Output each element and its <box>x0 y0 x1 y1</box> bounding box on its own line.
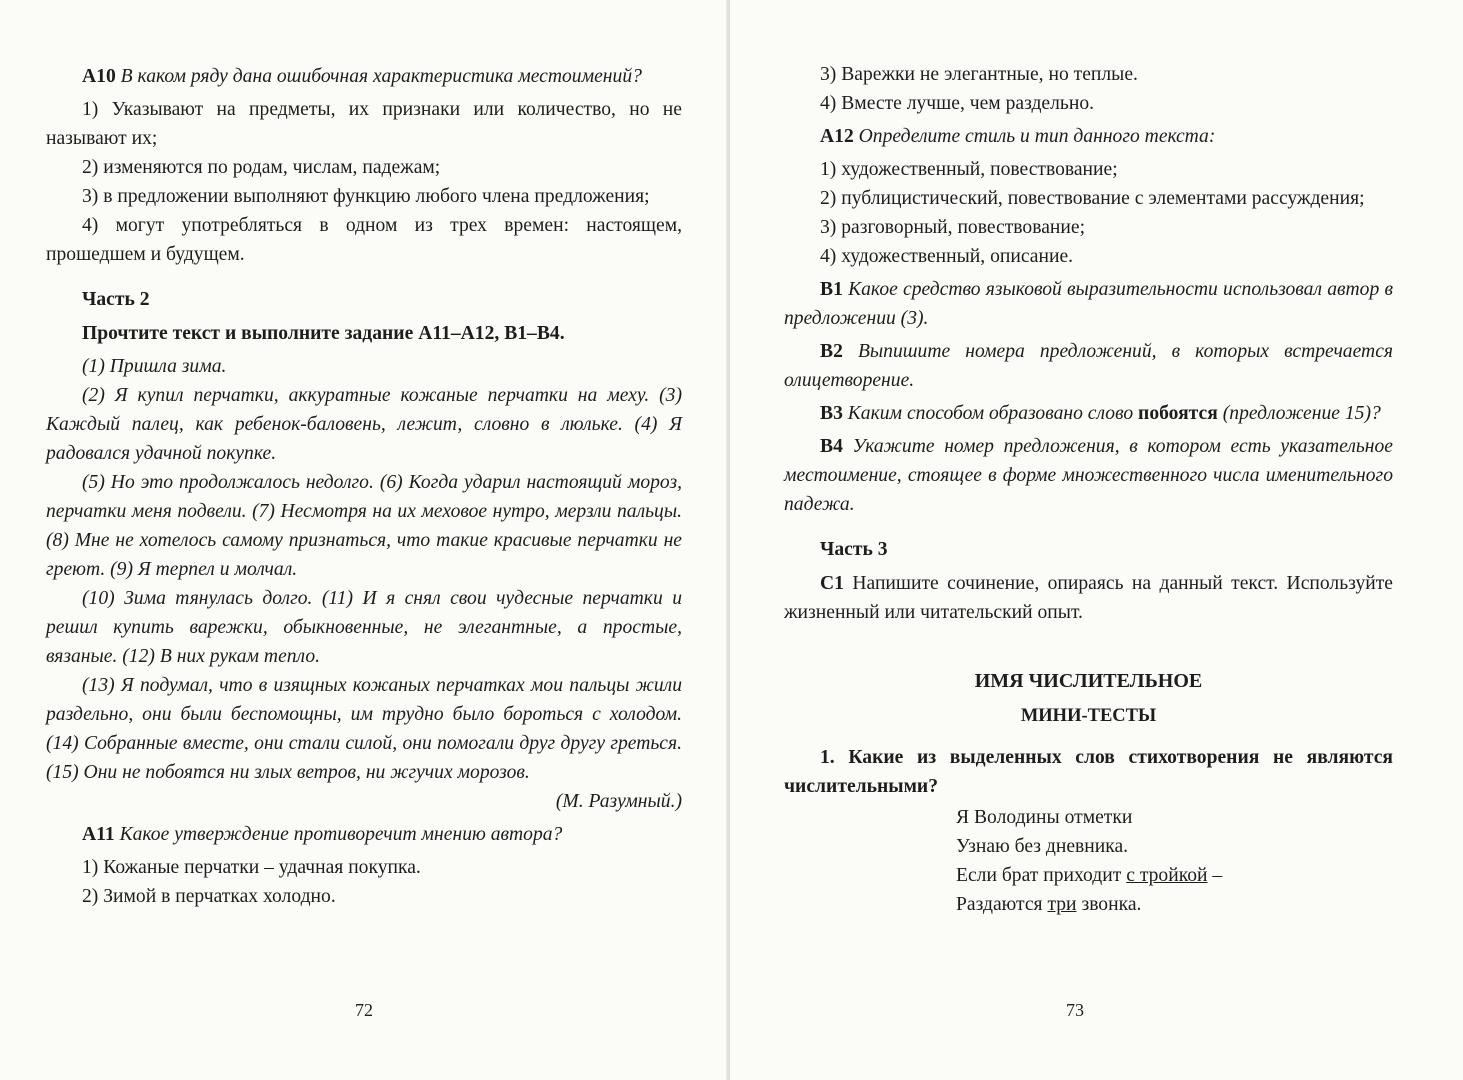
left-page <box>0 0 730 1080</box>
answer-option: 3) разговорный, повествование; <box>820 217 1086 238</box>
answer-option: 2) Зимой в перчатках холодно. <box>82 886 336 907</box>
part-title: Часть 2 <box>82 289 150 310</box>
question-text-end: (предложение 15)? <box>1222 403 1381 424</box>
question-text: Выпишите номера предложений, в которых встречается олицетворение. <box>784 341 1393 391</box>
answer-option: 1) Указывают на предметы, их признаки или количество, но не называют их; <box>46 99 682 149</box>
answer-option: 1) Кожаные перчатки – удачная покупка. <box>82 857 421 878</box>
part-title: Часть 3 <box>820 539 888 560</box>
text-paragraph: (2) Я купил перчатки, аккуратные кожаные перчатки на меху. (3) Каждый палец, как ребенок-баловень, лежит, словно в люльке. (4) Я радовался удачной покупке. <box>46 385 682 464</box>
question-text: Каким способом образовано слово <box>847 403 1134 424</box>
answer-option: 4) Вместе лучше, чем раздельно. <box>820 93 1095 114</box>
question-text: Какое утверждение противоречит мнению автора? <box>119 824 563 845</box>
answer-option: 2) изменяются по родам, числам, падежам; <box>82 157 441 178</box>
poem-line: Я Володины отметки <box>956 807 1133 828</box>
right-page <box>730 0 1463 1080</box>
question-label: А10 <box>82 66 116 87</box>
question-label: А11 <box>82 824 115 845</box>
poem-line <box>956 861 1393 890</box>
question-label: В1 <box>820 279 843 300</box>
question-b4 <box>784 432 1393 519</box>
text-paragraph: (10) Зима тянулась долго. (11) И я снял свои чудесные перчатки и решил купить варежки, обыкновенные, не элегантные, а простые, вязаные. (12) В них рукам тепло. <box>46 588 682 667</box>
question-a11 <box>46 820 682 849</box>
poem-line: Узнаю без дневника. <box>956 836 1129 857</box>
question-label: В3 <box>820 403 843 424</box>
page-number: 73 <box>1066 1000 1084 1020</box>
answer-option: 1) художественный, повествование; <box>820 159 1118 180</box>
question-keyword: побоятся <box>1138 403 1218 424</box>
part-instruction: Прочтите текст и выполните задание А11–А12, В1–В4. <box>82 323 565 344</box>
text-paragraph: (1) Пришла зима. <box>82 356 227 377</box>
section-title: ИМЯ ЧИСЛИТЕЛЬНОЕ <box>974 670 1203 692</box>
underlined-word: с тройкой <box>1126 865 1208 886</box>
question-text: Какое средство языковой выразительности использовал автор в предложении (3). <box>784 279 1393 329</box>
question-text: Укажите номер предложения, в котором есть указательное местоимение, стоящее в форме множественного числа именительного падежа. <box>784 436 1393 515</box>
page-number: 72 <box>355 1000 373 1020</box>
poem-text: Раздаются <box>956 894 1043 915</box>
question-text: Определите стиль и тип данного текста: <box>858 126 1216 147</box>
poem <box>784 803 1393 919</box>
text-paragraph: (13) Я подумал, что в изящных кожаных перчатках мои пальцы жили раздельно, они были беспомощны, им трудно было бороться с холодом. (14) Собранные вместе, они стали силой, они помогали друг другу греться. (15) Они не побоятся ни злых ветров, ни жгучих морозов. <box>46 675 682 783</box>
answer-option: 3) в предложении выполняют функцию любого члена предложения; <box>82 186 650 207</box>
question-label: С1 <box>820 573 844 594</box>
answer-option: 4) могут употребляться в одном из трех времен: настоящем, прошедшем и будущем. <box>46 215 682 265</box>
question-label: В2 <box>820 341 843 362</box>
answer-option: 2) публицистический, повествование с элементами рассуждения; <box>820 188 1365 209</box>
question-label: В4 <box>820 436 843 457</box>
question-b3 <box>784 399 1393 428</box>
text-author: (М. Разумный.) <box>555 791 682 812</box>
underlined-word: три <box>1047 894 1077 915</box>
question-b1 <box>784 275 1393 333</box>
section-subtitle: МИНИ-ТЕСТЫ <box>1020 706 1157 726</box>
poem-text: – <box>1212 865 1223 886</box>
poem-text: Если брат приходит <box>956 865 1122 886</box>
question-b2 <box>784 337 1393 395</box>
question-a12 <box>784 122 1393 151</box>
answer-option: 4) художественный, описание. <box>820 246 1074 267</box>
answer-option: 3) Варежки не элегантные, но теплые. <box>820 64 1138 85</box>
question-a10 <box>46 62 682 91</box>
task-text: Напишите сочинение, опираясь на данный текст. Используйте жизненный или читательский опыт. <box>784 573 1393 623</box>
text-paragraph: (5) Но это продолжалось недолго. (6) Когда ударил настоящий мороз, перчатки меня подвели. (7) Несмотря на их меховое нутро, мерзли пальцы. (8) Мне не хотелось самому признаться, что такие красивые перчатки не греют. (9) Я терпел и молчал. <box>46 472 682 580</box>
poem-line <box>956 890 1393 919</box>
task-c1 <box>784 569 1393 627</box>
poem-text: звонка. <box>1081 894 1142 915</box>
question-text: В каком ряду дана ошибочная характеристика местоимений? <box>120 66 642 87</box>
question-label: А12 <box>820 126 854 147</box>
task-1: 1. Какие из выделенных слов стихотворения не являются числительными? <box>784 747 1393 797</box>
